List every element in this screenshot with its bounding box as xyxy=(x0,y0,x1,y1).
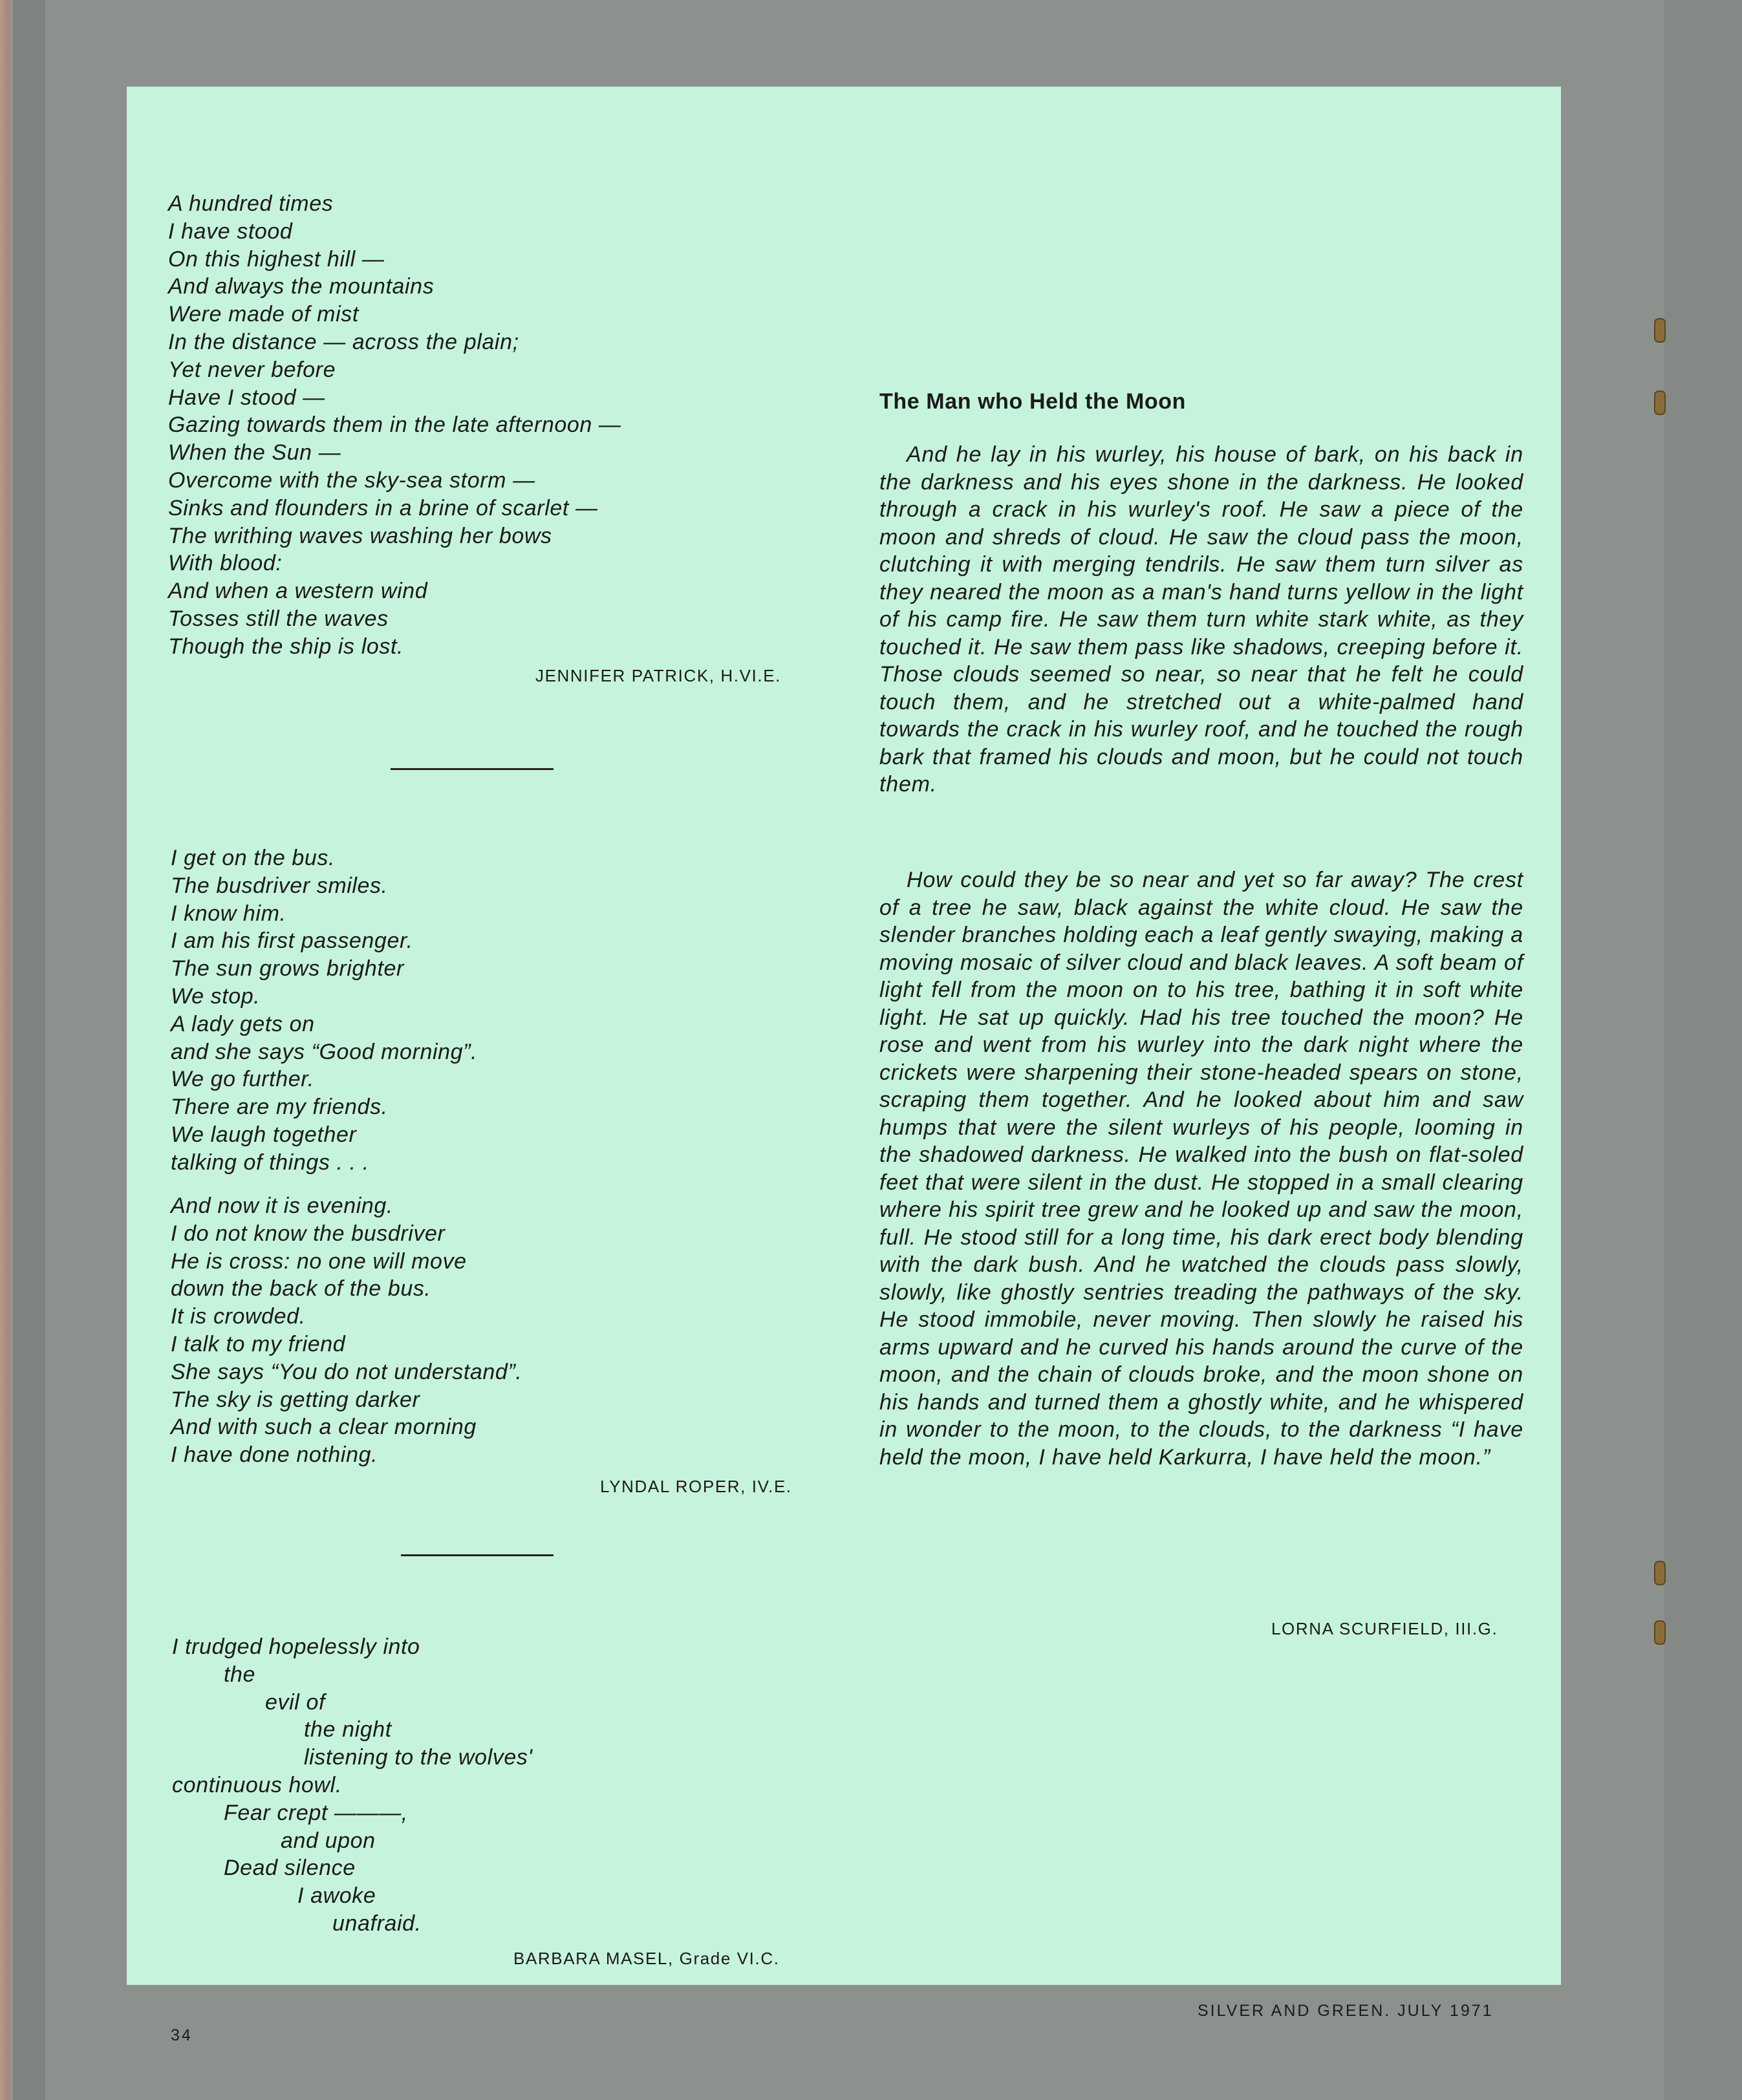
verse-line: Gazing towards them in the late afternoon — xyxy=(168,412,621,438)
verse-line: I get on the bus. xyxy=(171,846,336,870)
poem-mountains xyxy=(168,190,621,661)
document-page xyxy=(127,87,1561,2044)
verse-line: We stop. xyxy=(171,983,261,1009)
section-divider xyxy=(391,768,554,770)
verse-line: the xyxy=(224,1662,256,1687)
verse-line: listening to the wolves' xyxy=(304,1745,533,1770)
staple-icon xyxy=(1654,318,1666,343)
verse-line: continuous howl. xyxy=(172,1772,342,1797)
verse-line: and she says “Good morning”. xyxy=(171,1039,478,1064)
verse-line: I know him. xyxy=(171,901,286,926)
story-paragraph: And he lay in his wurley, his house of bark, on his back in the darkness and his eyes shone in the darkness. He looked through a crack in his wurley's roof. He saw a piece of the moon and shreds of cloud. He saw the cloud pass the moon, clutching it with merging tendrils. He saw them turn silver as they neared the moon as a man's hand turns yellow in the light of his camp fire. He saw them turn white stark white, as they touched it. He saw them pass like shadows, creeping before it. Those clouds seemed so near, so near that he felt he could touch them, and he stretched out a white-palmed hand towards the crack in his wurley roof, and he touched the rough bark that framed his clouds and moon, but he could not touch them. xyxy=(879,442,1523,797)
cover-board-edge xyxy=(13,0,45,2100)
story-paragraph: How could they be so near and yet so far away? The crest of a tree he saw, black against the white cloud. He saw the slender branches holding each a leaf gently swaying, making a moving mosaic of silver cloud and black leaves. A soft beam of light fell from the moon on to his tree, bathing it in soft white light. He sat up quickly. Had his tree touched the moon? He rose and went from his wurley into the dark night where the crickets were sharpening their stone-headed spears on stone, scraping them together. And he looked about him and saw humps that were the silent wurleys of his people, looming in the shadowed darkness. He walked into the bush on flat-soled feet that were silent in the dust. He stopped in a small clearing where his spirit tree grew and he looked up and saw the moon, full. He stood still for a long time, his dark erect body blending with the dark bush. And he watched the clouds pass slowly, slowly, like ghostly sentries treading the pathways of the sky. He stood immobile, never moving. Then slowly he raised his arms upward and he curved his hands around the curve of the moon, and the chain of clouds broke, and the moon shone on his hands and turned them a ghostly white, and he whispered in wonder to the moon, to the clouds, to the darkness “I have held the moon, I have held Karkurra, I have held the moon.” xyxy=(879,868,1523,1470)
verse-line: talking of things . . . xyxy=(171,1150,369,1175)
verse-line: The writhing waves washing her bows xyxy=(168,523,552,548)
verse-line: Dead silence xyxy=(224,1856,356,1881)
poem-author: BARBARA MASEL, Grade VI.C. xyxy=(513,1949,780,1968)
book-binding-edge xyxy=(0,0,13,2100)
verse-line: Sinks and flounders in a brine of scarlet — xyxy=(168,495,598,520)
verse-line: In the distance — across the plain; xyxy=(168,329,519,354)
verse-line: A hundred times xyxy=(168,191,334,216)
page-number: 34 xyxy=(171,2026,193,2044)
verse-line: The sky is getting darker xyxy=(171,1387,420,1412)
verse-line: We laugh together xyxy=(171,1122,357,1147)
verse-line: down the back of the bus. xyxy=(171,1276,431,1302)
verse-line: Fear crept ———, xyxy=(224,1800,408,1825)
verse-line: Though the ship is lost. xyxy=(168,634,404,659)
verse-line: The sun grows brighter xyxy=(171,956,404,981)
verse-line: I have done nothing. xyxy=(171,1442,378,1468)
poem-author: LYNDAL ROPER, IV.E. xyxy=(600,1477,792,1496)
verse-line: Yet never before xyxy=(168,357,336,382)
verse-line: Overcome with the sky-sea storm — xyxy=(168,467,535,493)
verse-line: I have stood xyxy=(168,219,293,244)
verse-line: The busdriver smiles. xyxy=(171,873,388,898)
verse-line: I am his first passenger. xyxy=(171,928,413,954)
cover-board-right xyxy=(1664,0,1742,2100)
verse-line: and upon xyxy=(281,1828,376,1853)
verse-line: And when a western wind xyxy=(168,579,428,604)
verse-line: We go further. xyxy=(171,1067,314,1092)
poem-author: JENNIFER PATRICK, H.VI.E. xyxy=(535,666,781,685)
verse-line: And now it is evening. xyxy=(171,1194,393,1218)
verse-line: unafraid. xyxy=(332,1911,422,1936)
verse-line: It is crowded. xyxy=(171,1304,306,1329)
verse-line: the night xyxy=(304,1717,392,1742)
section-divider xyxy=(401,1554,554,1556)
verse-line: A lady gets on xyxy=(171,1011,315,1036)
story-title: The Man who Held the Moon xyxy=(879,389,1186,414)
staple-icon xyxy=(1654,391,1666,415)
verse-line: I do not know the busdriver xyxy=(171,1221,446,1246)
poem-night xyxy=(172,1633,533,1938)
story-author: LORNA SCURFIELD, III.G. xyxy=(1271,1619,1498,1638)
staple-icon xyxy=(1654,1561,1666,1585)
verse-line: Were made of mist xyxy=(168,302,359,327)
verse-line: When the Sun — xyxy=(168,440,341,466)
verse-line: I talk to my friend xyxy=(171,1331,346,1356)
verse-line: I awoke xyxy=(297,1883,376,1909)
poem-bus-stanza-2 xyxy=(171,1192,522,1469)
verse-line: I trudged hopelessly into xyxy=(172,1634,420,1659)
verse-line: Have I stood — xyxy=(168,385,325,410)
verse-line: And always the mountains xyxy=(168,274,435,299)
poem-bus-stanza-1 xyxy=(171,844,477,1177)
verse-line: He is cross: no one will move xyxy=(171,1248,467,1274)
verse-line: She says “You do not understand”. xyxy=(171,1359,522,1384)
staple-icon xyxy=(1654,1620,1666,1645)
verse-line: And with such a clear morning xyxy=(171,1415,477,1440)
verse-line: evil of xyxy=(265,1689,326,1715)
verse-line: Tosses still the waves xyxy=(168,606,389,631)
verse-line: On this highest hill — xyxy=(168,246,385,272)
verse-line: There are my friends. xyxy=(171,1095,388,1120)
verse-line: With blood: xyxy=(168,551,283,576)
publication-footer: SILVER AND GREEN. JULY 1971 xyxy=(1198,2002,1494,2020)
